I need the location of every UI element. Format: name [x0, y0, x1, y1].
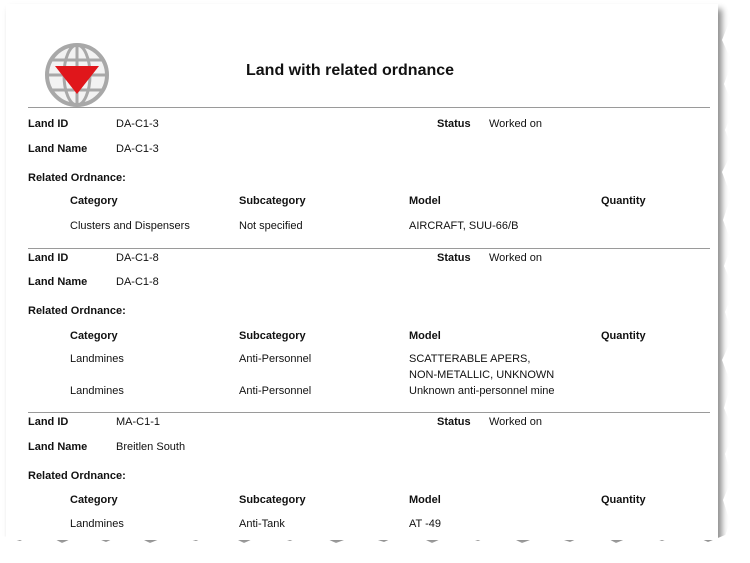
ordnance-model: Unknown anti-personnel mine	[409, 385, 555, 397]
column-header-quantity: Quantity	[601, 494, 646, 506]
land-name-value: DA-C1-8	[116, 276, 159, 288]
globe-logo-icon	[44, 42, 110, 108]
related-ordnance-label: Related Ordnance:	[28, 470, 126, 482]
land-name-label: Land Name	[28, 276, 88, 288]
record-divider	[28, 248, 710, 249]
ordnance-subcategory: Anti-Tank	[239, 518, 285, 530]
status-value: Worked on	[489, 118, 542, 130]
status-label: Status	[437, 252, 471, 264]
status-value: Worked on	[489, 252, 542, 264]
column-header-category: Category	[70, 195, 118, 207]
column-header-model: Model	[409, 195, 441, 207]
land-name-value: DA-C1-3	[116, 143, 159, 155]
ordnance-subcategory: Anti-Personnel	[239, 353, 312, 365]
ordnance-category: Landmines	[70, 518, 124, 530]
ordnance-model-continued: NON-METALLIC, UNKNOWN	[409, 369, 555, 381]
ordnance-subcategory: Not specified	[239, 220, 303, 232]
status-label: Status	[437, 416, 471, 428]
land-id-value: DA-C1-3	[116, 118, 159, 130]
land-name-label: Land Name	[28, 143, 88, 155]
ordnance-model: AIRCRAFT, SUU-66/B	[409, 220, 519, 232]
torn-edge-bottom	[0, 523, 750, 563]
ordnance-category: Clusters and Dispensers	[70, 220, 190, 232]
column-header-quantity: Quantity	[601, 195, 646, 207]
torn-edge-right	[716, 0, 750, 563]
column-header-subcategory: Subcategory	[239, 494, 306, 506]
related-ordnance-label: Related Ordnance:	[28, 305, 126, 317]
ordnance-model: AT -49	[409, 518, 441, 530]
report-page	[6, 4, 718, 540]
column-header-category: Category	[70, 330, 118, 342]
column-header-model: Model	[409, 494, 441, 506]
column-header-quantity: Quantity	[601, 330, 646, 342]
land-id-value: DA-C1-8	[116, 252, 159, 264]
title-divider	[28, 107, 710, 108]
land-id-label: Land ID	[28, 252, 69, 264]
column-header-model: Model	[409, 330, 441, 342]
status-label: Status	[437, 118, 471, 130]
column-header-subcategory: Subcategory	[239, 195, 306, 207]
land-id-label: Land ID	[28, 118, 69, 130]
report-title: Land with related ordnance	[246, 62, 455, 79]
column-header-subcategory: Subcategory	[239, 330, 306, 342]
land-name-value: Breitlen South	[116, 441, 186, 453]
record-divider	[28, 412, 710, 413]
ordnance-category: Landmines	[70, 385, 124, 397]
column-header-category: Category	[70, 494, 118, 506]
land-name-label: Land Name	[28, 441, 88, 453]
ordnance-subcategory: Anti-Personnel	[239, 385, 312, 397]
related-ordnance-label: Related Ordnance:	[28, 172, 126, 184]
ordnance-model: SCATTERABLE APERS,	[409, 353, 531, 365]
land-id-label: Land ID	[28, 416, 69, 428]
status-value: Worked on	[489, 416, 542, 428]
ordnance-category: Landmines	[70, 353, 124, 365]
land-id-value: MA-C1-1	[116, 416, 161, 428]
